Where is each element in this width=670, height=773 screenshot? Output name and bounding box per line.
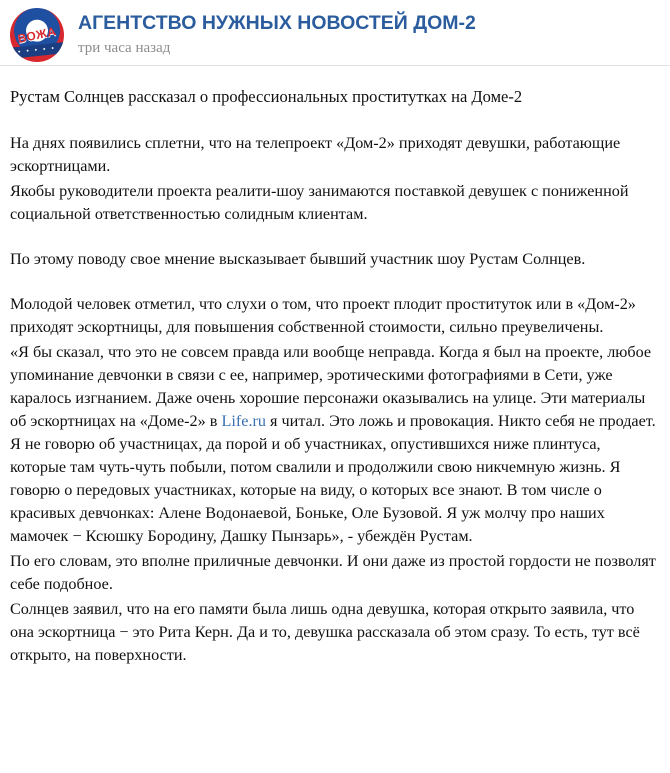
logo-dots: • • • • • <box>17 45 57 56</box>
site-header <box>0 0 670 66</box>
page-title: Рустам Солнцев рассказал о профессиональных проститутках на Доме-2 <box>10 87 523 106</box>
paragraph-intro-1: На днях появились сплетни, что на телепроект «Дом-2» приходят девушки, работающие эскортницами. <box>10 134 621 176</box>
paragraph-intro-2: Якобы руководители проекта реалити-шоу занимаются поставкой девушек с пониженной социальной ответственностью солидным клиентам. <box>10 182 629 224</box>
site-logo-icon <box>10 8 64 62</box>
header-titles <box>78 8 476 57</box>
life-ru-link[interactable]: Life.ru <box>221 412 266 431</box>
logo-text: ВОЖА <box>16 24 58 46</box>
post-timestamp: три часа назад <box>78 40 171 57</box>
paragraph-closing-1: По его словам, это вполне приличные девчонки. И они даже из простой гордости не позволят себе подобное. <box>10 552 656 594</box>
paragraph-intro-3: По этому поводу свое мнение высказывает бывший участник шоу Рустам Солнцев. <box>10 250 586 269</box>
article-body <box>0 66 670 667</box>
paragraph-intro-4: Молодой человек отметил, что слухи о том, что проект плодит проституток или в «Дом-2» приходят эскортницы, для повышения собственной стоимости, сильно преувеличены. <box>10 295 636 337</box>
paragraph-closing-2: Солнцев заявил, что на его памяти была лишь одна девушка, которая открыто заявила, что она эскортница − это Рита Керн. Да и то, девушка рассказала об этом сразу. То есть, тут всё открыто, на поверхности. <box>10 600 640 665</box>
site-title[interactable]: АГЕНТСТВО НУЖНЫХ НОВОСТЕЙ ДОМ-2 <box>78 12 476 34</box>
paragraph-quote <box>10 341 660 548</box>
quote-text-after-link: я читал. Это ложь и провокация. Никто себя не продает. Я не говорю об участницах, да порой и об участниках, опустившихся ниже плинтуса, которые там чуть-чуть побыли, потом свалили и продолжили свою никчемную жизнь. Я говорю о передовых участниках, которые на виду, о которых все знают. В том числе о красивых девчонках: Алене Водонаевой, Боньке, Оле Бузовой. Я уж молчу про наших мамочек − Ксюшку Бородину, Дашку Пынзарь», - убеждён Рустам. <box>10 412 656 546</box>
quote-text-before-link: «Я бы сказал, что это не совсем правда или вообще неправда. Когда я был на проекте, любое упоминание девчонки в связи с ее, например, эротическими фотографиями в Сети, уже каралось изгнанием. Даже очень хорошие персонажи оказывались на улице. Эти материалы об эскортницах на «Доме-2» в <box>10 343 652 431</box>
